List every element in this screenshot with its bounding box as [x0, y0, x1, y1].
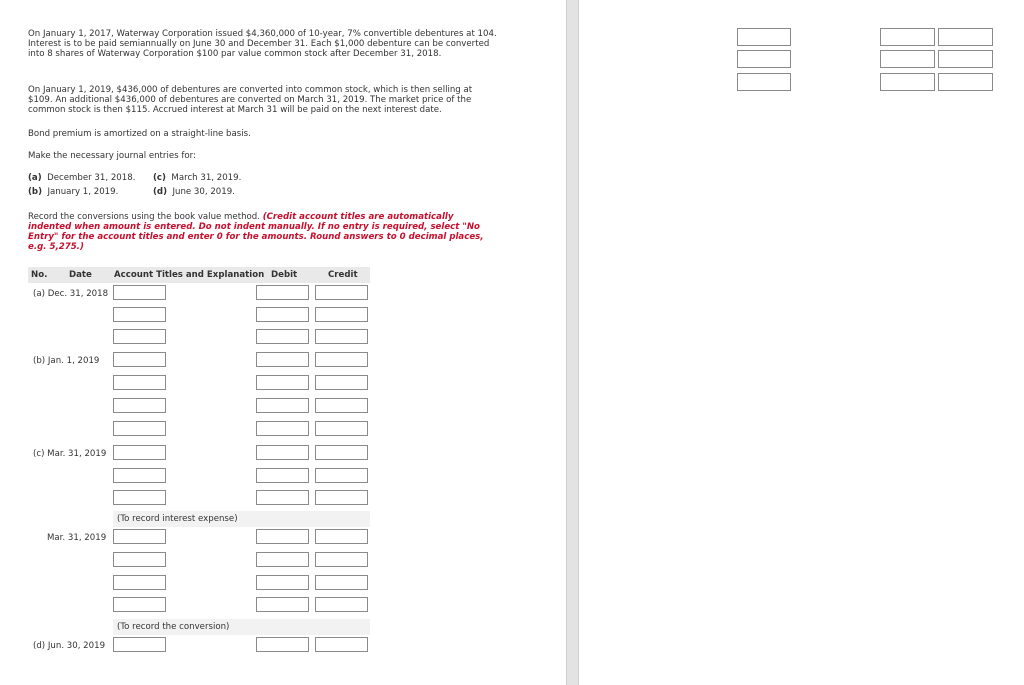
account-input[interactable] [113, 552, 166, 567]
debit-input[interactable] [256, 329, 309, 344]
account-input[interactable] [113, 445, 166, 460]
debit-input[interactable] [256, 375, 309, 390]
problem-paragraph-1: On January 1, 2017, Waterway Corporation issued $4,360,000 of 10-year, 7% convertible debentures at 104. Interest is to be paid semiannually on June 30 and December 31. Each $1,000 debenture can be converted into 8 shares of Waterway Corporation $100 par value common stock after December 31, 2018. [28, 29, 497, 59]
answer-box[interactable] [880, 28, 935, 46]
account-input[interactable] [113, 352, 166, 367]
debit-input[interactable] [256, 352, 309, 367]
answer-box[interactable] [737, 50, 791, 68]
journal-table-header [28, 267, 370, 283]
answer-box[interactable] [737, 73, 791, 91]
account-input[interactable] [113, 575, 166, 590]
answer-box[interactable] [938, 50, 993, 68]
debit-input[interactable] [256, 637, 309, 652]
debit-input[interactable] [256, 468, 309, 483]
entry-date-a: (a) Dec. 31, 2018 [33, 289, 109, 299]
entry-date-c2: Mar. 31, 2019 [47, 533, 107, 543]
entry-date-d: (d) Jun. 30, 2019 [33, 641, 106, 651]
credit-input[interactable] [315, 398, 368, 413]
answer-box[interactable] [737, 28, 791, 46]
header-no: No. [31, 270, 48, 280]
credit-input[interactable] [315, 329, 368, 344]
debit-input[interactable] [256, 575, 309, 590]
problem-paragraph-2: On January 1, 2019, $436,000 of debentures are converted into common stock, which is then selling at $109. An additional $436,000 of debentures are converted on March 31, 2019. The market price of the common stock is then $115. Accrued interest at March 31 will be paid on the next interest date. [28, 85, 473, 115]
debit-input[interactable] [256, 597, 309, 612]
credit-input[interactable] [315, 445, 368, 460]
credit-input[interactable] [315, 529, 368, 544]
credit-input[interactable] [315, 468, 368, 483]
part-d: (d) June 30, 2019. [153, 187, 235, 197]
account-input[interactable] [113, 468, 166, 483]
problem-paragraph-4: Make the necessary journal entries for: [28, 151, 196, 161]
account-input[interactable] [113, 398, 166, 413]
debit-input[interactable] [256, 445, 309, 460]
account-input[interactable] [113, 375, 166, 390]
debit-input[interactable] [256, 285, 309, 300]
header-account: Account Titles and Explanation [114, 270, 265, 280]
debit-input[interactable] [256, 421, 309, 436]
account-input[interactable] [113, 490, 166, 505]
entry-date-c: (c) Mar. 31, 2019 [33, 449, 107, 459]
header-debit: Debit [271, 270, 298, 280]
instructions-note: (Credit account titles are automatically indented when amount is entered. Do not indent manually. If no entry is required, select "No Entry" for the account titles and enter 0 for the amounts. Round answers to 0 decimal places, e.g. 5,275.) [28, 212, 484, 252]
part-b: (b) January 1, 2019. [28, 187, 119, 197]
answer-box[interactable] [880, 73, 935, 91]
account-input[interactable] [113, 529, 166, 544]
account-input[interactable] [113, 285, 166, 300]
debit-input[interactable] [256, 490, 309, 505]
entry-date-b: (b) Jan. 1, 2019 [33, 356, 100, 366]
credit-input[interactable] [315, 597, 368, 612]
credit-input[interactable] [315, 637, 368, 652]
problem-paragraph-3: Bond premium is amortized on a straight-line basis. [28, 129, 251, 139]
account-input[interactable] [113, 637, 166, 652]
part-a: (a) December 31, 2018. [28, 173, 136, 183]
header-date: Date [69, 270, 92, 280]
account-input[interactable] [113, 597, 166, 612]
debit-input[interactable] [256, 307, 309, 322]
credit-input[interactable] [315, 285, 368, 300]
memo-conversion: (To record the conversion) [113, 619, 370, 635]
answer-box[interactable] [938, 28, 993, 46]
instructions: Record the conversions using the book value method. (Credit account titles are automatically indented when amount is entered. Do not indent manually. If no entry is required, select "No Entry" for the account titles and enter 0 for the amounts. Round answers to 0 decimal places, e.g. 5,275.) [28, 212, 484, 252]
panel-divider[interactable] [566, 0, 579, 685]
answer-box[interactable] [880, 50, 935, 68]
account-input[interactable] [113, 421, 166, 436]
credit-input[interactable] [315, 490, 368, 505]
credit-input[interactable] [315, 575, 368, 590]
credit-input[interactable] [315, 552, 368, 567]
credit-input[interactable] [315, 421, 368, 436]
answer-box[interactable] [938, 73, 993, 91]
header-credit: Credit [328, 270, 358, 280]
account-input[interactable] [113, 329, 166, 344]
memo-interest: (To record interest expense) [113, 511, 370, 527]
credit-input[interactable] [315, 307, 368, 322]
account-input[interactable] [113, 307, 166, 322]
debit-input[interactable] [256, 552, 309, 567]
part-c: (c) March 31, 2019. [153, 173, 242, 183]
debit-input[interactable] [256, 398, 309, 413]
credit-input[interactable] [315, 375, 368, 390]
debit-input[interactable] [256, 529, 309, 544]
credit-input[interactable] [315, 352, 368, 367]
